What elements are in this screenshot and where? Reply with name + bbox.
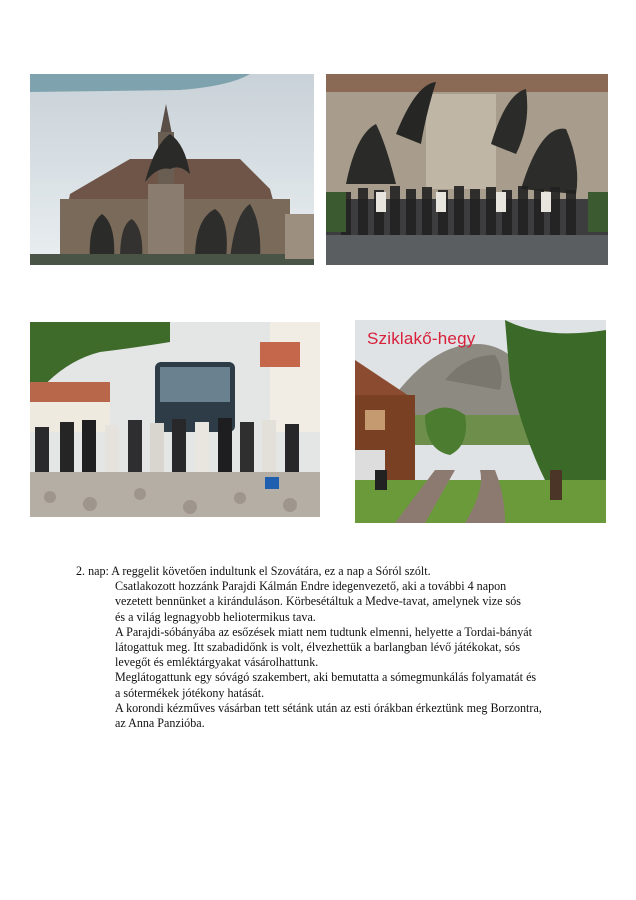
text-line: 2. nap: A reggelit követően indultunk el Szovátára, ez a nap a Sóról szólt. bbox=[76, 564, 431, 578]
sziklako-hegy-photo bbox=[355, 320, 606, 523]
text-line: levegőt és emléktárgyakat vásárolhattunk. bbox=[115, 655, 319, 670]
text-line: Csatlakozott hozzánk Parajdi Kálmán Endre idegenvezető, aki a további 4 napon bbox=[115, 579, 507, 594]
text-line: Meglátogattunk egy sóvágó szakembert, aki bemutatta a sómegmunkálás folyamatát és bbox=[115, 670, 537, 685]
day-2-text bbox=[76, 564, 596, 731]
sziklako-hegy-caption: Sziklakő-hegy bbox=[367, 329, 476, 348]
statue-church-photo bbox=[30, 74, 314, 265]
group-photo-statue bbox=[326, 74, 608, 265]
text-line: A korondi kézműves vásárban tett sétánk után az esti órákban érkeztünk meg Borzontra, bbox=[115, 700, 542, 715]
text-line: A Parajdi-sóbányába az esőzések miatt nem tudtunk elmenni, helyette a Tordai-bányát bbox=[115, 624, 533, 639]
text-line: vezetett bennünket a kiránduláson. Körbesétáltuk a Medve-tavat, amelynek vize sós bbox=[115, 594, 522, 609]
text-line: látogattuk meg. Itt szabadidőnk is volt, élvezhettük a barlangban lévő játékokat, sós bbox=[115, 640, 521, 655]
group-photo-bus bbox=[30, 322, 320, 517]
text-line: és a világ legnagyobb heliotermikus tava. bbox=[115, 609, 316, 624]
text-line: a sótermékek jótékony hatását. bbox=[115, 685, 265, 700]
text-line: az Anna Panzióba. bbox=[115, 716, 205, 731]
